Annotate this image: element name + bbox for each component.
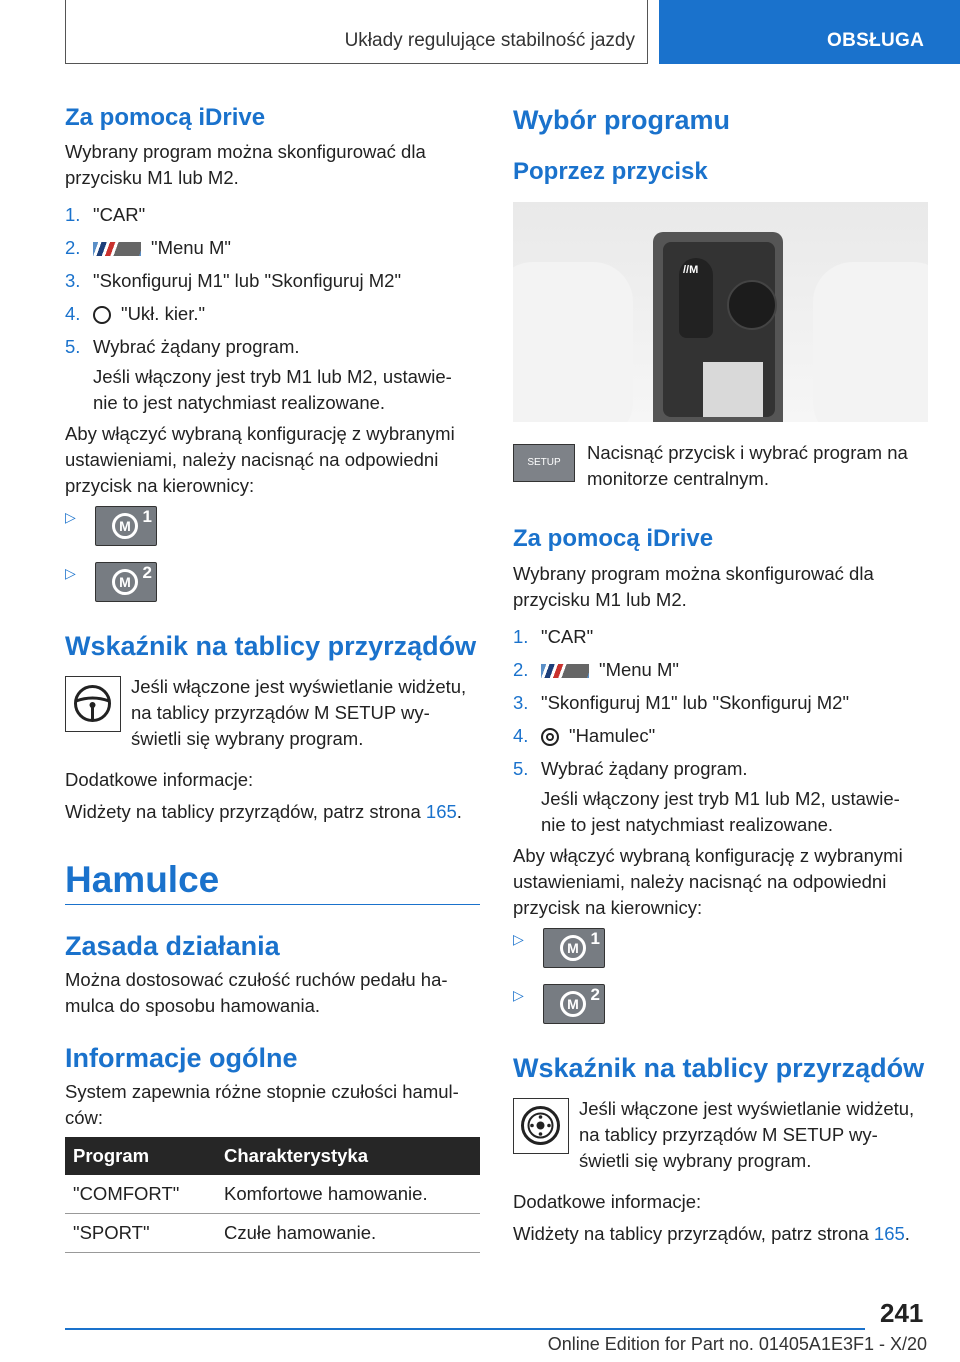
left-activate-1: Aby włączyć wybraną konfigurację z wybranymi [65,423,455,444]
hamulce-title: Hamulce [65,859,220,900]
left-step-1: 1. "CAR" [65,204,146,225]
left-idrive-intro: Wybrany program można skonfigurować dla przycisku M1 lub M2. [65,141,426,188]
title-rule [65,904,480,905]
bullet-icon: ▷ [513,931,524,947]
center-console-photo: //M [513,202,928,422]
m-stripes-icon [93,242,141,256]
right-step5-note-1: Jeśli włączony jest tryb M1 lub M2, ustawie- [541,788,900,809]
left-indicator-heading: Wskaźnik na tablicy przyrządów [65,631,477,661]
right-widgets-ref: Widżety na tablicy przyrządów, patrz strona 165. [513,1223,910,1244]
ogolne-heading: Informacje ogólne [65,1043,298,1073]
header-tab-label: OBSŁUGA [827,30,925,51]
bullet-icon: ▷ [513,987,524,1003]
page-link[interactable]: 165 [873,1223,905,1244]
page-link[interactable]: 165 [425,801,457,822]
bullet-icon: ▷ [65,509,76,525]
table-header: Charakterystyka [216,1137,480,1175]
ogolne-2: ców: [65,1107,104,1128]
right-activate-2: ustawieniami, należy nacisnąć na odpowiedni [513,871,887,892]
table-header: Program [65,1137,216,1175]
right-activate-1: Aby włączyć wybraną konfigurację z wybranymi [513,845,903,866]
setup-text-1: Nacisnąć przycisk i wybrać program na [587,442,908,463]
right-step-5: 5. Wybrać żądany program. [513,758,748,779]
ogolne-1: System zapewnia różne stopnie czułości hamul- [65,1081,459,1102]
table-row: "COMFORT" Komfortowe hamowanie. [65,1175,480,1214]
header-title: Układy regulujące stabilność jazdy [344,30,635,51]
left-indicator-2: na tablicy przyrządów M SETUP wy- [131,702,430,723]
right-idrive-intro-2: przycisku M1 lub M2. [513,589,687,610]
setup-text-2: monitorze centralnym. [587,468,769,489]
right-indicator-1: Jeśli włączone jest wyświetlanie widżetu, [579,1098,915,1119]
left-step-2: 2. "Menu M" [65,237,231,258]
header-box [65,0,648,64]
right-indicator-3: świetli się wybrany program. [579,1150,812,1171]
footer-text: Online Edition for Part no. 01405A1E3F1 - X/20 [547,1334,927,1354]
table-row: "SPORT" Czułe hamowanie. [65,1214,480,1253]
right-more-info: Dodatkowe informacje: [513,1191,702,1212]
left-step-5: 5. Wybrać żądany program. [65,336,300,357]
right-step-1: 1. "CAR" [513,626,594,647]
m1-button-icon: M 1 [95,506,157,546]
left-indicator-3: świetli się wybrany program. [131,728,364,749]
footer-rule [65,1328,927,1354]
bullet-icon: ▷ [65,565,76,581]
left-widgets-ref: Widżety na tablicy przyrządów, patrz strona 165. [65,801,462,822]
right-step-3: 3. "Skonfiguruj M1" lub "Skonfiguruj M2" [513,692,850,713]
steering-small-icon [93,306,111,324]
left-more-info: Dodatkowe informacje: [65,769,254,790]
left-step-3: 3. "Skonfiguruj M1" lub "Skonfiguruj M2" [65,270,402,291]
right-step-2: 2. "Menu M" [513,659,679,680]
m2-button-icon: M 2 [543,984,605,1024]
left-activate-3: przycisk na kierownicy: [65,475,255,496]
zasada-1: Można dostosować czułość ruchów pedału ha- [65,969,448,990]
setup-button-icon: SETUP [513,444,575,482]
right-idrive-intro-1: Wybrany program można skonfigurować dla [513,563,874,584]
right-activate-3: przycisk na kierownicy: [513,897,703,918]
left-step5-note-2: nie to jest natychmiast realizowane. [93,392,386,413]
m2-button-icon: M 2 [95,562,157,602]
m-stripes-icon [541,664,589,678]
steering-wheel-icon [65,676,121,732]
right-indicator-heading: Wskaźnik na tablicy przyrządów [513,1053,925,1083]
brake-disc-icon [513,1098,569,1154]
right-indicator-2: na tablicy przyrządów M SETUP wy- [579,1124,878,1145]
page-number: 241 [880,1298,924,1328]
poprzez-heading: Poprzez przycisk [513,158,708,185]
left-indicator-1: Jeśli włączone jest wyświetlanie widżetu, [131,676,467,697]
right-step5-note-2: nie to jest natychmiast realizowane. [541,814,834,835]
header-tab[interactable] [659,0,960,64]
right-idrive-heading: Za pomocą iDrive [513,525,714,552]
wybor-heading: Wybór programu [513,105,731,135]
left-step5-note-1: Jeśli włączony jest tryb M1 lub M2, ustawie- [93,366,452,387]
m1-button-icon: M 1 [543,928,605,968]
right-step-4: 4. "Hamulec" [513,725,656,746]
left-step-4: 4. "Ukł. kier." [65,303,206,324]
left-idrive-heading: Za pomocą iDrive [65,104,266,131]
brake-program-table [65,1137,480,1253]
zasada-2: mulca do sposobu hamowania. [65,995,321,1016]
zasada-heading: Zasada działania [65,931,280,961]
left-activate-2: ustawieniami, należy nacisnąć na odpowiedni [65,449,439,470]
brake-small-icon [541,728,559,746]
